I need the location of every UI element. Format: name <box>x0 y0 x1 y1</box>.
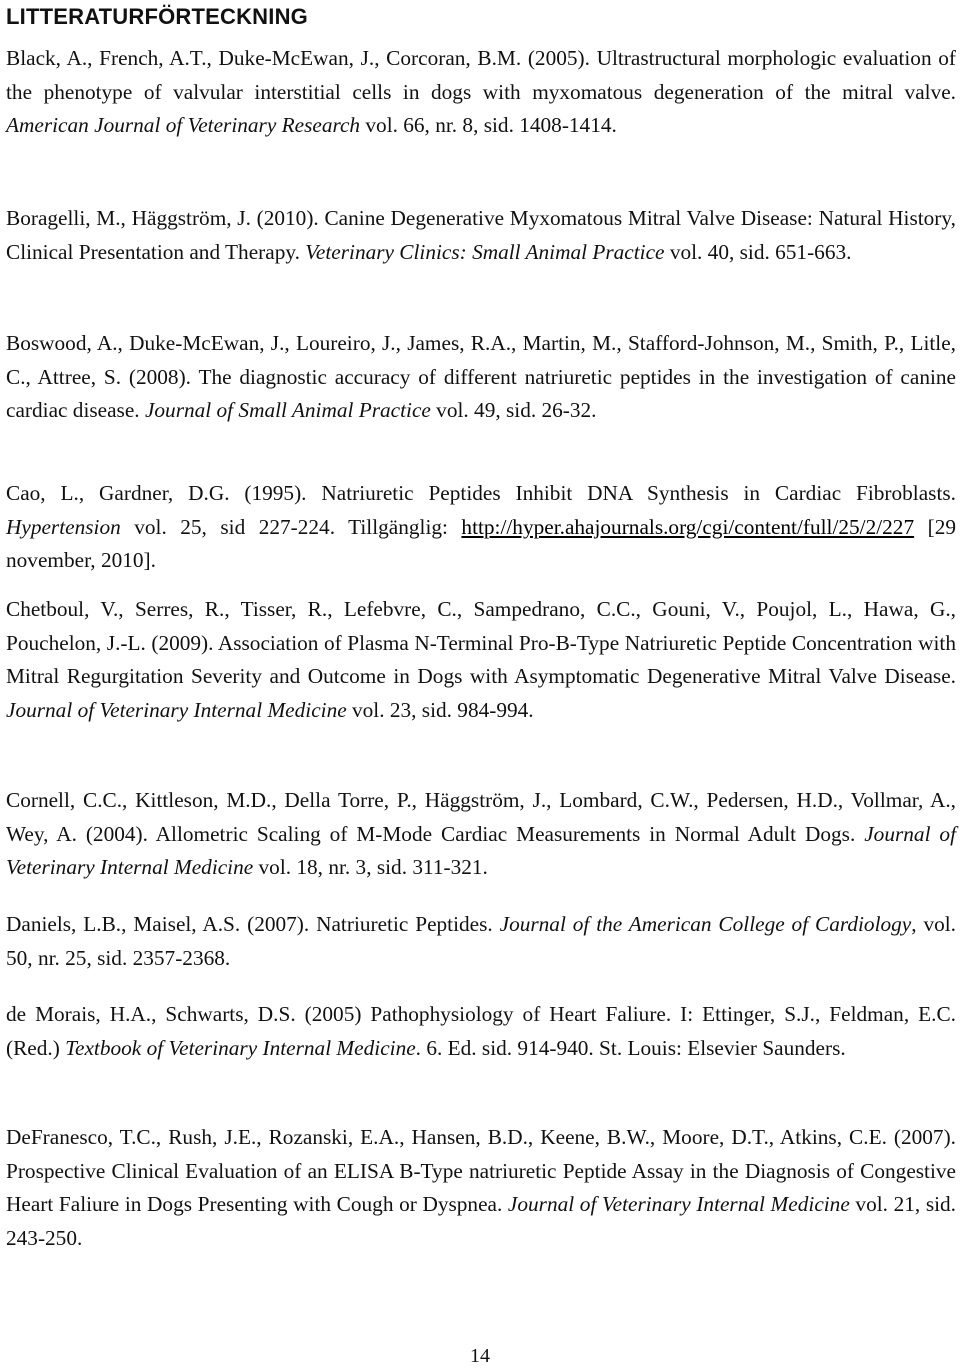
reference-text: Chetboul, V., Serres, R., Tisser, R., Lefebvre, C., Sampedrano, C.C., Gouni, V., Poujol, L., Hawa, G., Pouchelon, J.-L. (2009). Association of Plasma N-Terminal Pro-B-Type Natriuretic Peptide Concentration with Mitral Regurgitation Severity and Outcome in Dogs with Asymptomatic Degenerative Mitral Valve Disease. <box>6 597 956 688</box>
reference-entry <box>6 327 956 428</box>
reference-text: Black, A., French, A.T., Duke-McEwan, J., Corcoran, B.M. (2005). Ultrastructural morphologic evaluation of the phenotype of valvular interstitial cells in dogs with myxomatous degeneration of the mitral valve. <box>6 46 956 104</box>
reference-text: de Morais, H.A., Schwarts, D.S. (2005) Pathophysiology of Heart Faliure. I: Ettinger, S.J., Feldman, E.C. (Red.) <box>6 1002 956 1060</box>
page-number: 14 <box>470 1345 490 1367</box>
reference-text: Boragelli, M., Häggström, J. (2010). Canine Degenerative Myxomatous Mitral Valve Disease: Natural History, Clinical Presentation and Therapy. <box>6 206 956 264</box>
journal-title: Journal of Veterinary Internal Medicine <box>507 1192 850 1216</box>
reference-details: , vol. 50, nr. 25, sid. 2357-2368. <box>6 912 957 970</box>
journal-title: Veterinary Clinics: Small Animal Practice <box>305 239 665 264</box>
reference-details: vol. 25, sid 227-224. Tillgänglig: <box>120 514 462 539</box>
reference-text: Daniels, L.B., Maisel, A.S. (2007). Natriuretic Peptides. <box>6 912 500 936</box>
reference-entry <box>6 998 956 1065</box>
reference-text: Cornell, C.C., Kittleson, M.D., Della Torre, P., Häggström, J., Lombard, C.W., Pedersen, H.D., Vollmar, A., Wey, A. (2004). Allometric Scaling of M-Mode Cardiac Measurements in Normal Adult Dogs. <box>6 788 956 846</box>
reference-entry <box>6 908 956 975</box>
journal-title: Hypertension <box>6 514 121 539</box>
journal-title: Journal of Veterinary Internal Medicine <box>6 821 956 879</box>
section-heading: LITTERATURFÖRTECKNING <box>6 4 308 29</box>
reference-entry <box>6 477 956 578</box>
journal-title: Journal of Veterinary Internal Medicine <box>6 697 347 722</box>
reference-details: vol. 40, sid. 651-663. <box>664 239 852 264</box>
reference-text: Cao, L., Gardner, D.G. (1995). Natriuretic Peptides Inhibit DNA Synthesis in Cardiac Fibroblasts. <box>6 481 956 505</box>
reference-details: vol. 18, nr. 3, sid. 311-321. <box>253 855 488 879</box>
reference-entry <box>6 593 956 727</box>
reference-details: . 6. Ed. sid. 914-940. St. Louis: Elsevier Saunders. <box>415 1035 846 1060</box>
journal-title: Textbook of Veterinary Internal Medicine <box>65 1035 416 1060</box>
journal-title: American Journal of Veterinary Research <box>6 113 361 137</box>
reference-entry <box>6 202 956 269</box>
reference-text: DeFranesco, T.C., Rush, J.E., Rozanski, E.A., Hansen, B.D., Keene, B.W., Moore, D.T., Atkins, C.E. (2007). Prospective Clinical Evaluation of an ELISA B-Type natriuretic Peptide Assay in the Diagnosis of Congestive Heart Faliure in Dogs Presenting with Cough or Dyspnea. <box>6 1125 956 1216</box>
journal-title: Journal of the American College of Cardiology <box>499 912 912 936</box>
reference-details: vol. 21, sid. 243-250. <box>6 1192 957 1250</box>
reference-entry <box>6 784 956 885</box>
journal-title: Journal of Small Animal Practice <box>144 398 431 422</box>
reference-details: vol. 23, sid. 984-994. <box>346 697 534 722</box>
reference-access-date: [29 november, 2010]. <box>6 514 956 572</box>
reference-details: vol. 49, sid. 26-32. <box>430 398 597 422</box>
reference-details: vol. 66, nr. 8, sid. 1408-1414. <box>360 113 617 137</box>
reference-entry <box>6 1121 956 1255</box>
reference-text: Boswood, A., Duke-McEwan, J., Loureiro, J., James, R.A., Martin, M., Stafford-Johnson, M., Smith, P., Litle, C., Attree, S. (2008). The diagnostic accuracy of different natriuretic peptides in the investigation of canine cardiac disease. <box>6 331 956 422</box>
reference-entry <box>6 42 956 143</box>
reference-link[interactable]: http://hyper.ahajournals.org/cgi/content/full/25/2/227 <box>461 514 915 539</box>
